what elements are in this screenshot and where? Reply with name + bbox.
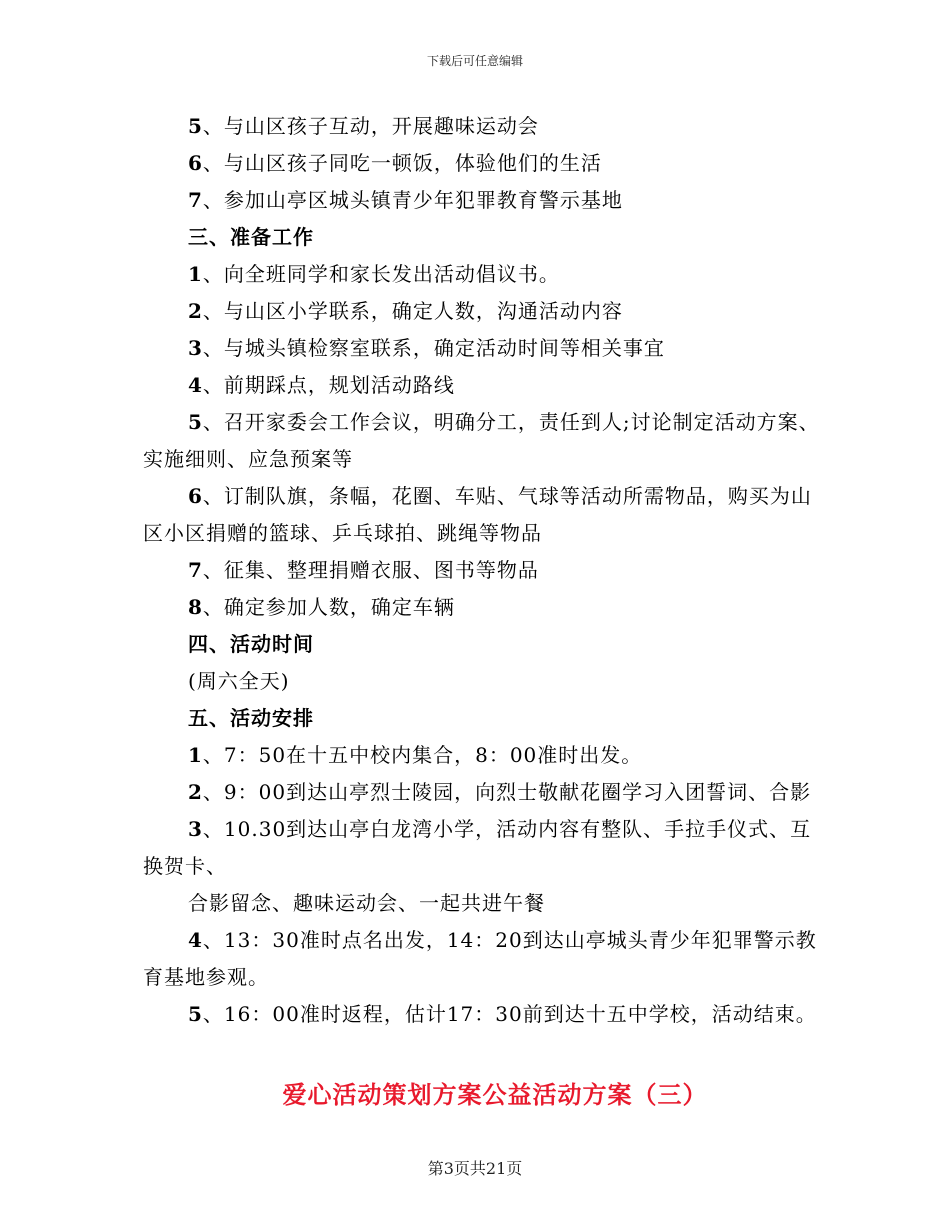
page-header: 下载后可任意编辑 xyxy=(426,54,523,68)
list-item xyxy=(143,552,823,589)
time-text: (周六全天) xyxy=(188,669,290,693)
list-item xyxy=(143,737,823,774)
item-text: 、征集、整理捐赠衣服、图书等物品 xyxy=(202,558,539,582)
item-text: 、10.30到达山亭白龙湾小学，活动内容有整队、手拉手仪式、互换贺卡、 xyxy=(143,817,812,878)
item-text: 合影留念、趣味运动会、一起共进午餐 xyxy=(188,891,545,915)
list-item xyxy=(143,404,823,478)
list-item xyxy=(143,811,823,885)
item-number: 7 xyxy=(188,188,203,212)
item-number: 5 xyxy=(188,114,203,138)
section-heading-time: 四、活动时间 xyxy=(188,632,314,656)
section-title: 爱心活动策划方案公益活动方案（三） xyxy=(282,1081,708,1109)
item-number: 1 xyxy=(188,262,203,286)
item-number: 4 xyxy=(188,928,203,952)
item-text: 、向全班同学和家长发出活动倡议书。 xyxy=(202,262,560,286)
list-item xyxy=(143,589,823,626)
list-item xyxy=(143,256,823,293)
list-item xyxy=(143,145,823,182)
item-text: 、订制队旗，条幅，花圈、车贴、气球等活动所需物品，购买为山区小区捐赠的篮球、乒乓球拍、跳绳等物品 xyxy=(143,484,812,545)
item-number: 5 xyxy=(188,410,203,434)
item-text: 、13：30准时点名出发，14：20到达山亭城头青少年犯罪警示教育基地参观。 xyxy=(143,928,817,989)
item-number: 7 xyxy=(188,558,203,582)
list-item xyxy=(143,182,823,219)
item-text: 、与城头镇检察室联系，确定活动时间等相关事宜 xyxy=(202,336,665,360)
list-item xyxy=(143,330,823,367)
item-number: 3 xyxy=(188,336,203,360)
item-number: 8 xyxy=(188,595,203,619)
item-text: 、参加山亭区城头镇青少年犯罪教育警示基地 xyxy=(202,188,623,212)
item-text: 、16：00准时返程，估计17：30前到达十五中学校，活动结束。 xyxy=(202,1002,817,1026)
page-footer: 第3页共21页 xyxy=(427,1159,523,1178)
list-item xyxy=(143,922,823,996)
list-item xyxy=(143,478,823,552)
item-text: 、召开家委会工作会议，明确分工，责任到人;讨论制定活动方案、实施细则、应急预案等 xyxy=(143,410,820,471)
item-number: 6 xyxy=(188,484,203,508)
document-body xyxy=(143,108,823,1033)
section-heading-schedule: 五、活动安排 xyxy=(188,706,314,730)
item-number: 6 xyxy=(188,151,203,175)
item-number: 2 xyxy=(188,299,203,323)
item-text: 、与山区孩子互动，开展趣味运动会 xyxy=(202,114,539,138)
list-item xyxy=(143,108,823,145)
section-heading-prep: 三、准备工作 xyxy=(188,225,314,249)
item-text: 、与山区小学联系，确定人数，沟通活动内容 xyxy=(202,299,623,323)
list-item xyxy=(143,885,823,922)
list-item xyxy=(143,774,823,811)
item-number: 3 xyxy=(188,817,203,841)
item-number: 4 xyxy=(188,373,203,397)
item-text: 、9：00到达山亭烈士陵园，向烈士敬献花圈学习入团誓词、合影 xyxy=(202,780,812,804)
item-number: 1 xyxy=(188,743,203,767)
item-text: 、7：50在十五中校内集合，8：00准时出发。 xyxy=(202,743,643,767)
item-text: 、前期踩点，规划活动路线 xyxy=(202,373,455,397)
item-number: 5 xyxy=(188,1002,203,1026)
list-item xyxy=(143,996,823,1033)
item-text: 、确定参加人数，确定车辆 xyxy=(202,595,455,619)
item-text: 、与山区孩子同吃一顿饭，体验他们的生活 xyxy=(202,151,602,175)
list-item xyxy=(143,367,823,404)
item-number: 2 xyxy=(188,780,203,804)
list-item xyxy=(143,293,823,330)
